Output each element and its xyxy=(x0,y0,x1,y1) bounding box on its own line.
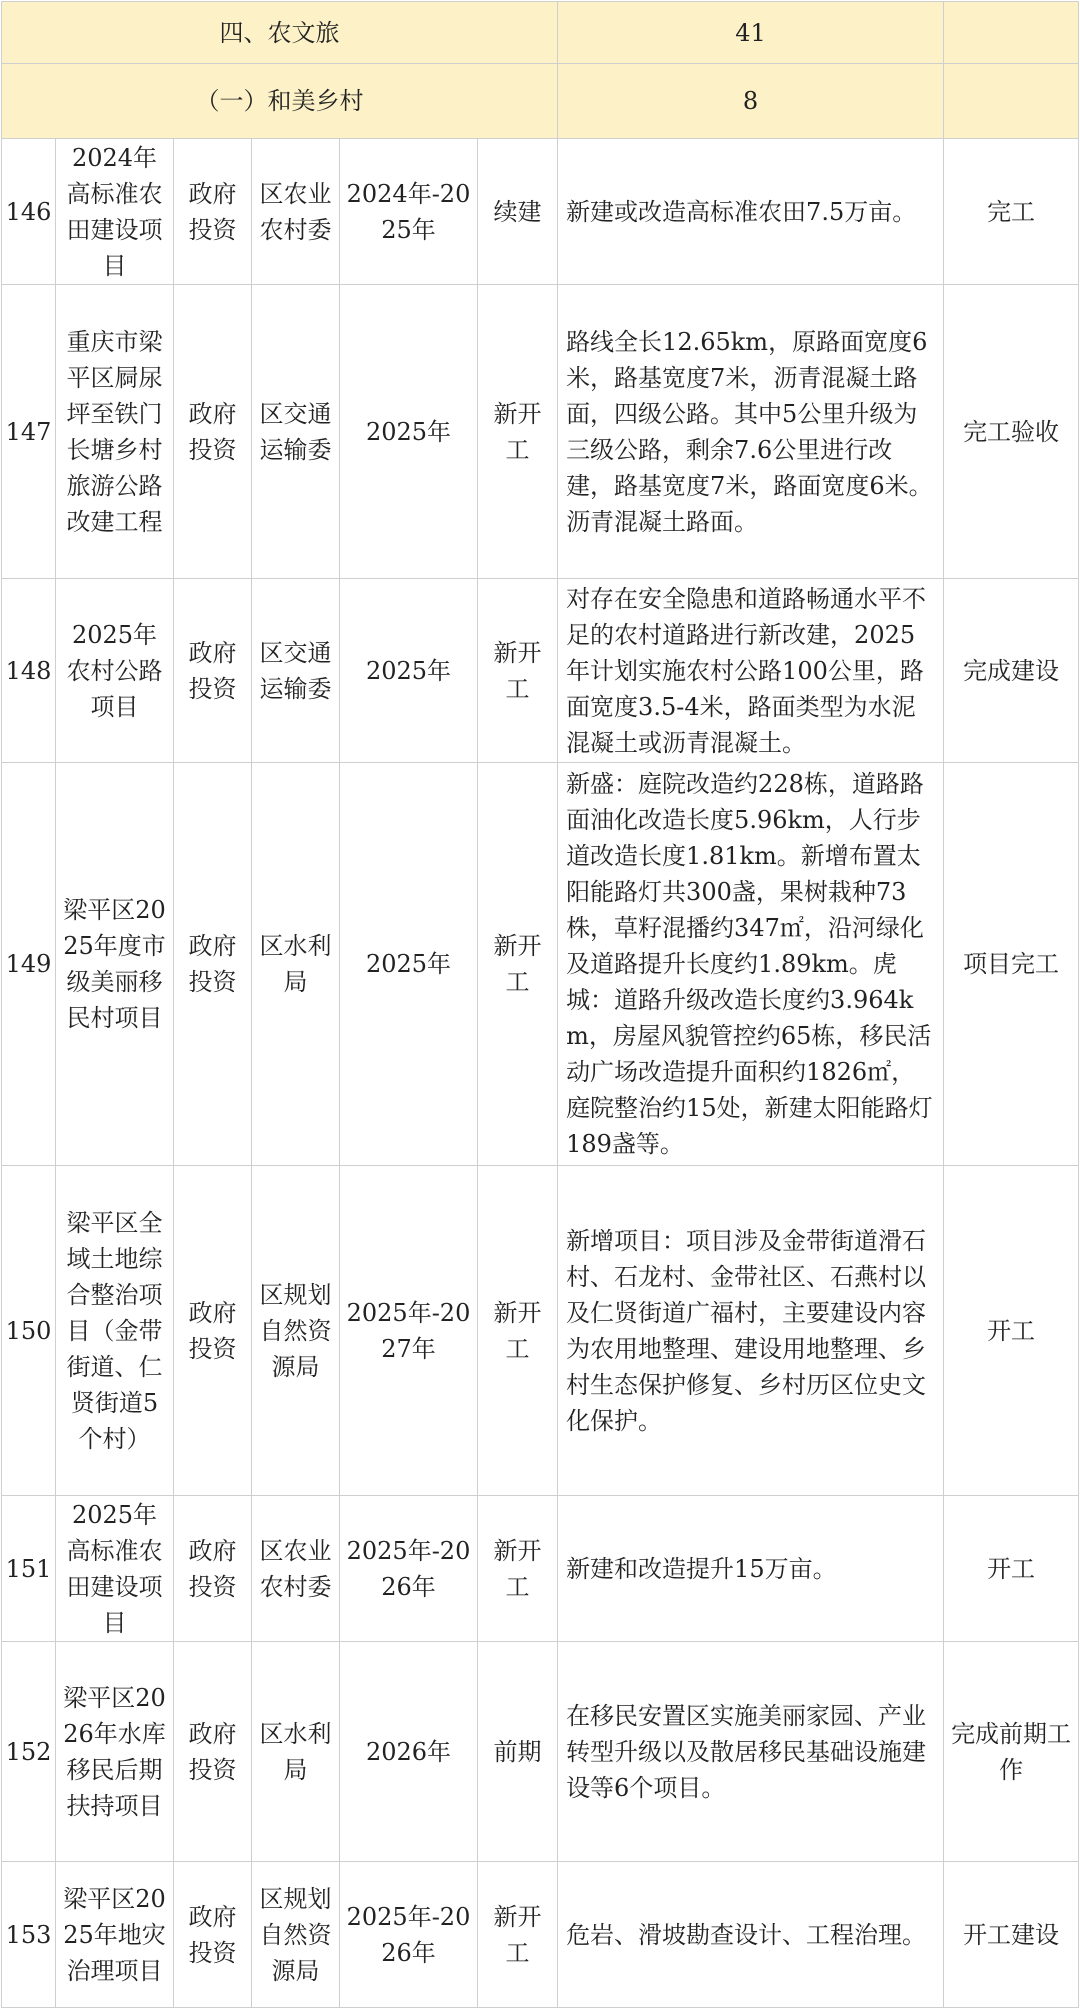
project-name: 梁平区2025年地灾治理项目 xyxy=(56,1862,174,2008)
project-name: 2024年高标准农田建设项目 xyxy=(56,139,174,285)
row-number: 149 xyxy=(2,763,56,1166)
investment-type: 政府投资 xyxy=(174,1166,252,1496)
construction-status: 新开工 xyxy=(478,285,558,579)
construction-content: 路线全长12.65km，原路面宽度6米，路基宽度7米，沥青混凝土路面，四级公路。其中5公里升级为三级公路，剩余7.6公里进行改建，路基宽度7米，路面宽度6米。沥青混凝土路面。 xyxy=(558,285,944,579)
row-number: 146 xyxy=(2,139,56,285)
project-name: 梁平区2025年度市级美丽移民村项目 xyxy=(56,763,174,1166)
construction-content: 新增项目：项目涉及金带街道滑石村、石龙村、金带社区、石燕村以及仁贤街道广福村，主要建设内容为农用地整理、建设用地整理、乡村生态保护修复、乡村历区位史文化保护。 xyxy=(558,1166,944,1496)
annual-goal: 开工 xyxy=(944,1166,1079,1496)
section-title: 四、农文旅 xyxy=(2,2,558,64)
investment-type: 政府投资 xyxy=(174,579,252,763)
table-row xyxy=(2,139,1079,285)
row-number: 147 xyxy=(2,285,56,579)
construction-status: 新开工 xyxy=(478,1862,558,2008)
construction-content: 新建和改造提升15万亩。 xyxy=(558,1496,944,1642)
construction-period: 2025年 xyxy=(340,285,478,579)
responsible-unit: 区规划自然资源局 xyxy=(252,1862,340,2008)
project-name: 2025年农村公路项目 xyxy=(56,579,174,763)
table-row xyxy=(2,1166,1079,1496)
annual-goal: 完工验收 xyxy=(944,285,1079,579)
construction-status: 新开工 xyxy=(478,579,558,763)
table-row xyxy=(2,285,1079,579)
responsible-unit: 区交通运输委 xyxy=(252,285,340,579)
responsible-unit: 区水利局 xyxy=(252,763,340,1166)
responsible-unit: 区农业农村委 xyxy=(252,139,340,285)
construction-period: 2025年-2026年 xyxy=(340,1496,478,1642)
construction-content: 在移民安置区实施美丽家园、产业转型升级以及散居移民基础设施建设等6个项目。 xyxy=(558,1642,944,1862)
table-row xyxy=(2,579,1079,763)
responsible-unit: 区水利局 xyxy=(252,1642,340,1862)
construction-content: 新盛：庭院改造约228栋，道路路面油化改造长度5.96km，人行步道改造长度1.81km。新增布置太阳能路灯共300盏，果树栽种73株，草籽混播约347㎡，沿河绿化及道路提升长度约1.89km。虎城：道路升级改造长度约3.964km，房屋风貌管控约65栋，移民活动广场改造提升面积约1826㎡，庭院整治约15处，新建太阳能路灯189盏等。 xyxy=(558,763,944,1166)
section-count: 41 xyxy=(558,2,944,64)
construction-content: 对存在安全隐患和道路畅通水平不足的农村道路进行新改建，2025年计划实施农村公路100公里，路面宽度3.5-4米，路面类型为水泥混凝土或沥青混凝土。 xyxy=(558,579,944,763)
project-name: 梁平区2026年水库移民后期扶持项目 xyxy=(56,1642,174,1862)
table-row xyxy=(2,1642,1079,1862)
construction-period: 2025年-2026年 xyxy=(340,1862,478,2008)
row-number: 153 xyxy=(2,1862,56,2008)
table-row xyxy=(2,1496,1079,1642)
section-empty-cell xyxy=(944,2,1079,64)
responsible-unit: 区农业农村委 xyxy=(252,1496,340,1642)
construction-period: 2026年 xyxy=(340,1642,478,1862)
annual-goal: 开工建设 xyxy=(944,1862,1079,2008)
row-number: 148 xyxy=(2,579,56,763)
construction-status: 续建 xyxy=(478,139,558,285)
construction-status: 前期 xyxy=(478,1642,558,1862)
annual-goal: 完成建设 xyxy=(944,579,1079,763)
section-row-agri-culture-tourism xyxy=(2,2,1079,64)
construction-period: 2025年-2027年 xyxy=(340,1166,478,1496)
row-number: 152 xyxy=(2,1642,56,1862)
annual-goal: 完工 xyxy=(944,139,1079,285)
investment-type: 政府投资 xyxy=(174,1642,252,1862)
section-count: 8 xyxy=(558,64,944,139)
project-name: 重庆市梁平区屙尿坪至铁门长塘乡村旅游公路改建工程 xyxy=(56,285,174,579)
investment-type: 政府投资 xyxy=(174,1862,252,2008)
annual-goal: 项目完工 xyxy=(944,763,1079,1166)
annual-goal: 开工 xyxy=(944,1496,1079,1642)
construction-period: 2025年 xyxy=(340,579,478,763)
section-title: （一）和美乡村 xyxy=(2,64,558,139)
row-number: 150 xyxy=(2,1166,56,1496)
section-row-harmonious-villages xyxy=(2,64,1079,139)
construction-period: 2025年 xyxy=(340,763,478,1166)
investment-type: 政府投资 xyxy=(174,285,252,579)
row-number: 151 xyxy=(2,1496,56,1642)
project-name: 2025年高标准农田建设项目 xyxy=(56,1496,174,1642)
construction-status: 新开工 xyxy=(478,1496,558,1642)
table-row xyxy=(2,763,1079,1166)
annual-goal: 完成前期工作 xyxy=(944,1642,1079,1862)
construction-status: 新开工 xyxy=(478,763,558,1166)
project-table xyxy=(1,1,1079,2008)
responsible-unit: 区规划自然资源局 xyxy=(252,1166,340,1496)
responsible-unit: 区交通运输委 xyxy=(252,579,340,763)
construction-period: 2024年-2025年 xyxy=(340,139,478,285)
investment-type: 政府投资 xyxy=(174,1496,252,1642)
project-name: 梁平区全域土地综合整治项目（金带街道、仁贤街道5个村） xyxy=(56,1166,174,1496)
construction-content: 新建或改造高标准农田7.5万亩。 xyxy=(558,139,944,285)
section-empty-cell xyxy=(944,64,1079,139)
investment-type: 政府投资 xyxy=(174,763,252,1166)
table-row xyxy=(2,1862,1079,2008)
construction-status: 新开工 xyxy=(478,1166,558,1496)
investment-type: 政府投资 xyxy=(174,139,252,285)
construction-content: 危岩、滑坡勘查设计、工程治理。 xyxy=(558,1862,944,2008)
table-body xyxy=(2,2,1079,2008)
